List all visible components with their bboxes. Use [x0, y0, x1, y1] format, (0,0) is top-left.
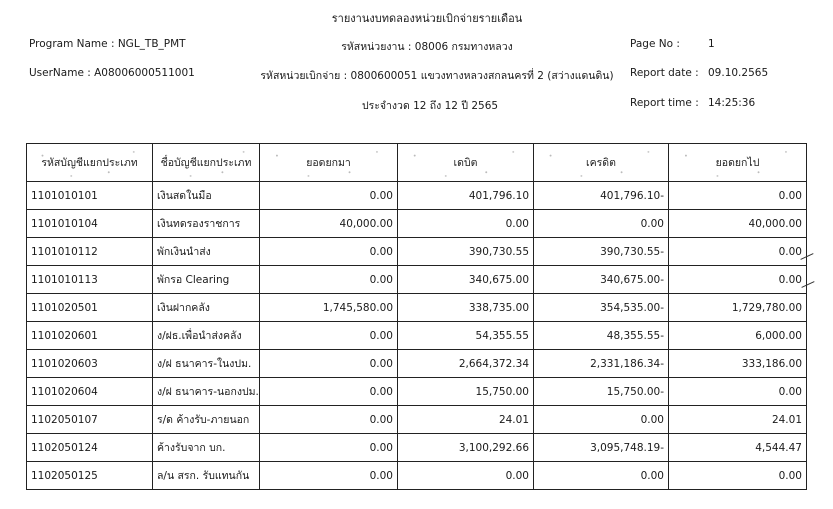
cell-closing-balance: 0.00: [669, 462, 807, 490]
cell-debit: 15,750.00: [398, 378, 534, 406]
cell-account-code: 1101010113: [27, 266, 153, 294]
cell-closing-balance: 24.01: [669, 406, 807, 434]
cell-closing-balance: 0.00: [669, 238, 807, 266]
page-no-value: 1: [708, 38, 715, 50]
cell-credit: 15,750.00-: [534, 378, 669, 406]
cell-debit: 54,355.55: [398, 322, 534, 350]
cell-opening-balance: 0.00: [260, 434, 398, 462]
cell-debit: 3,100,292.66: [398, 434, 534, 462]
cell-account-code: 1101020501: [27, 294, 153, 322]
cell-closing-balance: 4,544.47: [669, 434, 807, 462]
cell-credit: 0.00: [534, 406, 669, 434]
table-row: [27, 434, 807, 462]
cell-closing-balance: 0.00: [669, 266, 807, 294]
cell-closing-balance: 1,729,780.00: [669, 294, 807, 322]
program-name: Program Name : NGL_TB_PMT: [29, 38, 186, 50]
cell-account-code: 1101020604: [27, 378, 153, 406]
cell-closing-balance: 6,000.00: [669, 322, 807, 350]
cell-account-name: ร/ด ค้างรับ-ภายนอก: [153, 406, 260, 434]
cell-account-code: 1101020603: [27, 350, 153, 378]
header-credit: เครดิต: [534, 144, 669, 182]
table-row: [27, 294, 807, 322]
table-row: [27, 238, 807, 266]
cell-credit: 0.00: [534, 210, 669, 238]
report-date-label: Report date :: [630, 67, 699, 79]
trial-balance-table: [26, 143, 807, 490]
cell-account-name: ง/ฝธ.เพื่อนำส่งคลัง: [153, 322, 260, 350]
table-row: [27, 322, 807, 350]
cell-account-code: 1102050107: [27, 406, 153, 434]
cell-closing-balance: 333,186.00: [669, 350, 807, 378]
cell-account-code: 1101010101: [27, 182, 153, 210]
cell-account-name: ค้างรับจาก บก.: [153, 434, 260, 462]
cell-opening-balance: 0.00: [260, 238, 398, 266]
cell-closing-balance: 0.00: [669, 378, 807, 406]
header-account-code: รหัสบัญชีแยกประเภท: [27, 144, 153, 182]
cell-debit: 338,735.00: [398, 294, 534, 322]
report-date-value: 09.10.2565: [708, 67, 769, 79]
cell-account-name: ง/ฝ ธนาคาร-ในงปม.: [153, 350, 260, 378]
page-no-label: Page No :: [630, 38, 680, 50]
cell-credit: 3,095,748.19-: [534, 434, 669, 462]
cell-account-name: ง/ฝ ธนาคาร-นอกงปม.: [153, 378, 260, 406]
table-row: [27, 266, 807, 294]
report-period: ประจำงวด 12 ถึง 12 ปี 2565: [361, 100, 499, 112]
cell-account-code: 1102050125: [27, 462, 153, 490]
cell-credit: 0.00: [534, 462, 669, 490]
user-name: UserName : A08006000511001: [29, 67, 195, 79]
cell-debit: 0.00: [398, 462, 534, 490]
cell-debit: 401,796.10: [398, 182, 534, 210]
cell-opening-balance: 40,000.00: [260, 210, 398, 238]
cell-account-code: 1101020601: [27, 322, 153, 350]
table-row: [27, 406, 807, 434]
cell-opening-balance: 0.00: [260, 406, 398, 434]
cell-debit: 24.01: [398, 406, 534, 434]
cell-credit: 340,675.00-: [534, 266, 669, 294]
report-title: รายงานงบทดลองหน่วยเบิกจ่ายรายเดือน: [331, 12, 523, 25]
agency-code: รหัสหน่วยงาน : 08006 กรมทางหลวง: [341, 41, 513, 53]
report-time-label: Report time :: [630, 97, 699, 109]
table-row: [27, 210, 807, 238]
cell-opening-balance: 1,745,580.00: [260, 294, 398, 322]
cell-opening-balance: 0.00: [260, 378, 398, 406]
cell-opening-balance: 0.00: [260, 462, 398, 490]
header-account-name: ชื่อบัญชีแยกประเภท: [153, 144, 260, 182]
cell-closing-balance: 0.00: [669, 182, 807, 210]
cell-closing-balance: 40,000.00: [669, 210, 807, 238]
cell-account-name: พักรอ Clearing: [153, 266, 260, 294]
cell-opening-balance: 0.00: [260, 182, 398, 210]
cell-account-name: ล/น สรก. รับแทนกัน: [153, 462, 260, 490]
table-row: [27, 462, 807, 490]
cell-account-code: 1102050124: [27, 434, 153, 462]
cell-debit: 390,730.55: [398, 238, 534, 266]
cell-credit: 2,331,186.34-: [534, 350, 669, 378]
cell-credit: 390,730.55-: [534, 238, 669, 266]
cell-credit: 401,796.10-: [534, 182, 669, 210]
cell-opening-balance: 0.00: [260, 266, 398, 294]
cell-credit: 354,535.00-: [534, 294, 669, 322]
cell-credit: 48,355.55-: [534, 322, 669, 350]
cell-debit: 0.00: [398, 210, 534, 238]
cell-account-name: เงินสดในมือ: [153, 182, 260, 210]
header-closing-balance: ยอดยกไป: [669, 144, 807, 182]
cell-account-name: เงินทดรองราชการ: [153, 210, 260, 238]
cell-opening-balance: 0.00: [260, 322, 398, 350]
disbursement-unit: รหัสหน่วยเบิกจ่าย : 0800600051 แขวงทางหลวงสกลนครที่ 2 (สว่างแดนดิน): [260, 70, 614, 82]
header-opening-balance: ยอดยกมา: [260, 144, 398, 182]
cell-debit: 340,675.00: [398, 266, 534, 294]
table-row: [27, 350, 807, 378]
cell-account-name: พักเงินนำส่ง: [153, 238, 260, 266]
table-row: [27, 378, 807, 406]
cell-account-code: 1101010104: [27, 210, 153, 238]
cell-opening-balance: 0.00: [260, 350, 398, 378]
cell-debit: 2,664,372.34: [398, 350, 534, 378]
table-header-row: [27, 144, 807, 182]
cell-account-name: เงินฝากคลัง: [153, 294, 260, 322]
table-row: [27, 182, 807, 210]
header-debit: เดบิต: [398, 144, 534, 182]
report-time-value: 14:25:36: [708, 97, 756, 109]
cell-account-code: 1101010112: [27, 238, 153, 266]
